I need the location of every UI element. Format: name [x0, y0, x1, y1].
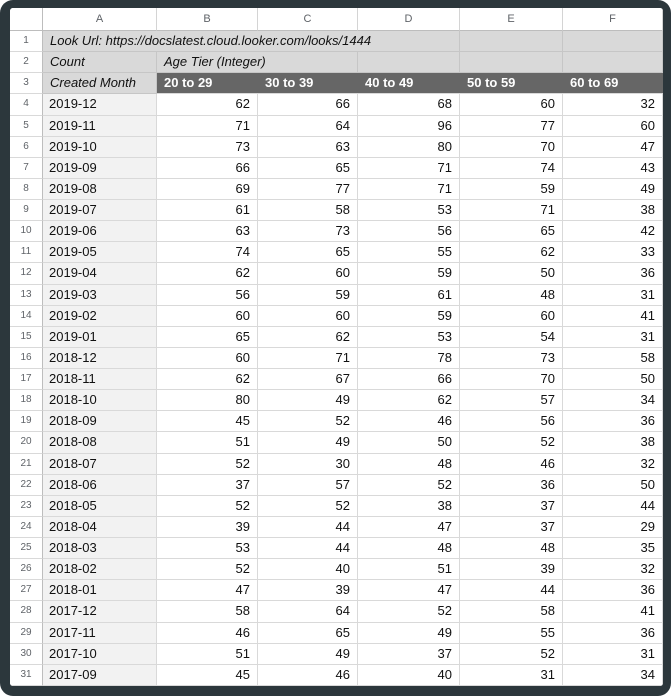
cell-B21-value[interactable]: 52: [157, 454, 258, 475]
cell-A7-month[interactable]: 2019-09: [43, 158, 157, 179]
cell-E14-value[interactable]: 60: [460, 306, 563, 327]
cell-C22-value[interactable]: 57: [258, 475, 358, 496]
row-header-25[interactable]: 25: [10, 538, 43, 559]
row-header-8[interactable]: 8: [10, 179, 43, 200]
cell-D22-value[interactable]: 52: [358, 475, 460, 496]
cell-D21-value[interactable]: 48: [358, 454, 460, 475]
cell-E6-value[interactable]: 70: [460, 137, 563, 158]
cell-F10-value[interactable]: 42: [563, 221, 663, 242]
cell-B10-value[interactable]: 63: [157, 221, 258, 242]
cell-B8-value[interactable]: 69: [157, 179, 258, 200]
cell-C25-value[interactable]: 44: [258, 538, 358, 559]
cell-F8-value[interactable]: 49: [563, 179, 663, 200]
table-row: [10, 221, 663, 242]
row-header-14[interactable]: 14: [10, 306, 43, 327]
cell-C13-value[interactable]: 59: [258, 285, 358, 306]
cell-A2-count-label[interactable]: Count: [43, 52, 157, 73]
cell-D26-value[interactable]: 51: [358, 559, 460, 580]
cell-A20-month[interactable]: 2018-08: [43, 432, 157, 453]
row-header-6[interactable]: 6: [10, 137, 43, 158]
cell-D5-value[interactable]: 96: [358, 116, 460, 137]
cell-C29-value[interactable]: 65: [258, 623, 358, 644]
row-header-31[interactable]: 31: [10, 665, 43, 686]
cell-D19-value[interactable]: 46: [358, 411, 460, 432]
cell-F31-value[interactable]: 34: [563, 665, 663, 686]
cell-E23-value[interactable]: 37: [460, 496, 563, 517]
cell-F26-value[interactable]: 32: [563, 559, 663, 580]
cell-F28-value[interactable]: 41: [563, 601, 663, 622]
cell-F18-value[interactable]: 34: [563, 390, 663, 411]
cell-E26-value[interactable]: 39: [460, 559, 563, 580]
table-row: [10, 517, 663, 538]
row-header-26[interactable]: 26: [10, 559, 43, 580]
cell-C21-value[interactable]: 30: [258, 454, 358, 475]
cell-F22-value[interactable]: 50: [563, 475, 663, 496]
cell-D3-age-tier[interactable]: 40 to 49: [358, 73, 460, 94]
cell-C8-value[interactable]: 77: [258, 179, 358, 200]
cell-B16-value[interactable]: 60: [157, 348, 258, 369]
table-row: [10, 411, 663, 432]
row-header-3[interactable]: 3: [10, 73, 43, 94]
table-row: [10, 601, 663, 622]
cell-D8-value[interactable]: 71: [358, 179, 460, 200]
cell-F4-value[interactable]: 32: [563, 94, 663, 115]
table-row: [10, 432, 663, 453]
cell-C10-value[interactable]: 73: [258, 221, 358, 242]
cell-D23-value[interactable]: 38: [358, 496, 460, 517]
row-header-2[interactable]: 2: [10, 52, 43, 73]
row-header-1[interactable]: 1: [10, 31, 43, 52]
cell-F1[interactable]: [563, 31, 663, 52]
cell-E20-value[interactable]: 52: [460, 432, 563, 453]
row-header-23[interactable]: 23: [10, 496, 43, 517]
row-header-4[interactable]: 4: [10, 94, 43, 115]
cell-E18-value[interactable]: 57: [460, 390, 563, 411]
cell-E24-value[interactable]: 37: [460, 517, 563, 538]
cell-B12-value[interactable]: 62: [157, 263, 258, 284]
table-row: [10, 559, 663, 580]
cell-B30-value[interactable]: 51: [157, 644, 258, 665]
cell-A28-month[interactable]: 2017-12: [43, 601, 157, 622]
cell-E4-value[interactable]: 60: [460, 94, 563, 115]
table-row: [10, 623, 663, 644]
cell-E13-value[interactable]: 48: [460, 285, 563, 306]
cell-D13-value[interactable]: 61: [358, 285, 460, 306]
cell-E5-value[interactable]: 77: [460, 116, 563, 137]
column-header-C[interactable]: C: [258, 8, 358, 31]
cell-C23-value[interactable]: 52: [258, 496, 358, 517]
cell-B20-value[interactable]: 51: [157, 432, 258, 453]
cell-F5-value[interactable]: 60: [563, 116, 663, 137]
row-header-12[interactable]: 12: [10, 263, 43, 284]
cell-E22-value[interactable]: 36: [460, 475, 563, 496]
row-header-22[interactable]: 22: [10, 475, 43, 496]
cell-A1-look-url[interactable]: Look Url: https://docslatest.cloud.looker.com/looks/1444: [43, 31, 460, 52]
table-row: [10, 496, 663, 517]
cell-E12-value[interactable]: 50: [460, 263, 563, 284]
cell-E21-value[interactable]: 46: [460, 454, 563, 475]
cell-D31-value[interactable]: 40: [358, 665, 460, 686]
cell-C5-value[interactable]: 64: [258, 116, 358, 137]
cell-E8-value[interactable]: 59: [460, 179, 563, 200]
cell-B4-value[interactable]: 62: [157, 94, 258, 115]
row-header-9[interactable]: 9: [10, 200, 43, 221]
measure-row: [10, 52, 663, 73]
cell-A17-month[interactable]: 2018-11: [43, 369, 157, 390]
cell-C27-value[interactable]: 39: [258, 580, 358, 601]
cell-B22-value[interactable]: 37: [157, 475, 258, 496]
cell-A19-month[interactable]: 2018-09: [43, 411, 157, 432]
row-header-24[interactable]: 24: [10, 517, 43, 538]
cell-C6-value[interactable]: 63: [258, 137, 358, 158]
select-all-corner[interactable]: [10, 8, 43, 31]
cell-A12-month[interactable]: 2019-04: [43, 263, 157, 284]
row-header-27[interactable]: 27: [10, 580, 43, 601]
cell-F16-value[interactable]: 58: [563, 348, 663, 369]
cell-B5-value[interactable]: 71: [157, 116, 258, 137]
cell-F15-value[interactable]: 31: [563, 327, 663, 348]
cell-A30-month[interactable]: 2017-10: [43, 644, 157, 665]
cell-D14-value[interactable]: 59: [358, 306, 460, 327]
cell-C26-value[interactable]: 40: [258, 559, 358, 580]
cell-C7-value[interactable]: 65: [258, 158, 358, 179]
cell-D9-value[interactable]: 53: [358, 200, 460, 221]
cell-C24-value[interactable]: 44: [258, 517, 358, 538]
cell-F9-value[interactable]: 38: [563, 200, 663, 221]
cell-E30-value[interactable]: 52: [460, 644, 563, 665]
row-header-20[interactable]: 20: [10, 432, 43, 453]
cell-A6-month[interactable]: 2019-10: [43, 137, 157, 158]
cell-B13-value[interactable]: 56: [157, 285, 258, 306]
cell-F27-value[interactable]: 36: [563, 580, 663, 601]
cell-F13-value[interactable]: 31: [563, 285, 663, 306]
cell-E3-age-tier[interactable]: 50 to 59: [460, 73, 563, 94]
cell-E25-value[interactable]: 48: [460, 538, 563, 559]
cell-A3-created-month[interactable]: Created Month: [43, 73, 157, 94]
spreadsheet-grid: [10, 8, 663, 686]
cell-B25-value[interactable]: 53: [157, 538, 258, 559]
cell-A11-month[interactable]: 2019-05: [43, 242, 157, 263]
row-header-15[interactable]: 15: [10, 327, 43, 348]
cell-F30-value[interactable]: 31: [563, 644, 663, 665]
cell-D2[interactable]: [358, 52, 460, 73]
cell-D16-value[interactable]: 78: [358, 348, 460, 369]
cell-D18-value[interactable]: 62: [358, 390, 460, 411]
cell-F29-value[interactable]: 36: [563, 623, 663, 644]
cell-A31-month[interactable]: 2017-09: [43, 665, 157, 686]
cell-D10-value[interactable]: 56: [358, 221, 460, 242]
cell-E9-value[interactable]: 71: [460, 200, 563, 221]
row-header-19[interactable]: 19: [10, 411, 43, 432]
table-row: [10, 580, 663, 601]
cell-B18-value[interactable]: 80: [157, 390, 258, 411]
cell-F21-value[interactable]: 32: [563, 454, 663, 475]
table-row: [10, 369, 663, 390]
cell-A24-month[interactable]: 2018-04: [43, 517, 157, 538]
table-row: [10, 200, 663, 221]
table-row: [10, 538, 663, 559]
cell-B24-value[interactable]: 39: [157, 517, 258, 538]
cell-B2-pivot-label[interactable]: Age Tier (Integer): [157, 52, 358, 73]
table-row: [10, 475, 663, 496]
cell-C19-value[interactable]: 52: [258, 411, 358, 432]
cell-A9-month[interactable]: 2019-07: [43, 200, 157, 221]
cell-E10-value[interactable]: 65: [460, 221, 563, 242]
cell-E17-value[interactable]: 70: [460, 369, 563, 390]
cell-E19-value[interactable]: 56: [460, 411, 563, 432]
column-header-F[interactable]: F: [563, 8, 663, 31]
cell-E16-value[interactable]: 73: [460, 348, 563, 369]
column-header-D[interactable]: D: [358, 8, 460, 31]
table-row: [10, 454, 663, 475]
row-header-11[interactable]: 11: [10, 242, 43, 263]
cell-D28-value[interactable]: 52: [358, 601, 460, 622]
cell-D12-value[interactable]: 59: [358, 263, 460, 284]
cell-A21-month[interactable]: 2018-07: [43, 454, 157, 475]
table-row: [10, 390, 663, 411]
cell-A15-month[interactable]: 2019-01: [43, 327, 157, 348]
table-row: [10, 242, 663, 263]
cell-A22-month[interactable]: 2018-06: [43, 475, 157, 496]
cell-B19-value[interactable]: 45: [157, 411, 258, 432]
cell-F25-value[interactable]: 35: [563, 538, 663, 559]
cell-B15-value[interactable]: 65: [157, 327, 258, 348]
cell-E27-value[interactable]: 44: [460, 580, 563, 601]
cell-F12-value[interactable]: 36: [563, 263, 663, 284]
cell-C17-value[interactable]: 67: [258, 369, 358, 390]
cell-C20-value[interactable]: 49: [258, 432, 358, 453]
cell-C9-value[interactable]: 58: [258, 200, 358, 221]
cell-B3-age-tier[interactable]: 20 to 29: [157, 73, 258, 94]
row-header-28[interactable]: 28: [10, 601, 43, 622]
cell-E31-value[interactable]: 31: [460, 665, 563, 686]
cell-C14-value[interactable]: 60: [258, 306, 358, 327]
cell-B26-value[interactable]: 52: [157, 559, 258, 580]
cell-F7-value[interactable]: 43: [563, 158, 663, 179]
table-row: [10, 263, 663, 284]
table-row: [10, 644, 663, 665]
cell-D25-value[interactable]: 48: [358, 538, 460, 559]
row-header-29[interactable]: 29: [10, 623, 43, 644]
cell-A14-month[interactable]: 2019-02: [43, 306, 157, 327]
cell-C18-value[interactable]: 49: [258, 390, 358, 411]
cell-E28-value[interactable]: 58: [460, 601, 563, 622]
cell-D11-value[interactable]: 55: [358, 242, 460, 263]
cell-A10-month[interactable]: 2019-06: [43, 221, 157, 242]
cell-E7-value[interactable]: 74: [460, 158, 563, 179]
cell-F3-age-tier[interactable]: 60 to 69: [563, 73, 663, 94]
cell-A8-month[interactable]: 2019-08: [43, 179, 157, 200]
cell-D30-value[interactable]: 37: [358, 644, 460, 665]
table-row: [10, 285, 663, 306]
cell-A5-month[interactable]: 2019-11: [43, 116, 157, 137]
row-header-21[interactable]: 21: [10, 454, 43, 475]
table-row: [10, 94, 663, 115]
cell-B31-value[interactable]: 45: [157, 665, 258, 686]
table-row: [10, 348, 663, 369]
cell-E11-value[interactable]: 62: [460, 242, 563, 263]
table-row: [10, 179, 663, 200]
cell-F6-value[interactable]: 47: [563, 137, 663, 158]
cell-F20-value[interactable]: 38: [563, 432, 663, 453]
cell-C30-value[interactable]: 49: [258, 644, 358, 665]
cell-A4-month[interactable]: 2019-12: [43, 94, 157, 115]
cell-C31-value[interactable]: 46: [258, 665, 358, 686]
cell-F2[interactable]: [563, 52, 663, 73]
table-row: [10, 116, 663, 137]
cell-B7-value[interactable]: 66: [157, 158, 258, 179]
cell-D15-value[interactable]: 53: [358, 327, 460, 348]
cell-A29-month[interactable]: 2017-11: [43, 623, 157, 644]
cell-B27-value[interactable]: 47: [157, 580, 258, 601]
cell-D29-value[interactable]: 49: [358, 623, 460, 644]
cell-C11-value[interactable]: 65: [258, 242, 358, 263]
column-header-row: [10, 8, 663, 31]
cell-E15-value[interactable]: 54: [460, 327, 563, 348]
cell-E2[interactable]: [460, 52, 563, 73]
column-header-A[interactable]: A: [43, 8, 157, 31]
pivot-header-row: [10, 73, 663, 94]
cell-F19-value[interactable]: 36: [563, 411, 663, 432]
cell-F14-value[interactable]: 41: [563, 306, 663, 327]
row-header-17[interactable]: 17: [10, 369, 43, 390]
cell-D27-value[interactable]: 47: [358, 580, 460, 601]
table-row: [10, 137, 663, 158]
cell-A23-month[interactable]: 2018-05: [43, 496, 157, 517]
cell-B29-value[interactable]: 46: [157, 623, 258, 644]
cell-C28-value[interactable]: 64: [258, 601, 358, 622]
cell-B6-value[interactable]: 73: [157, 137, 258, 158]
cell-A18-month[interactable]: 2018-10: [43, 390, 157, 411]
cell-F17-value[interactable]: 50: [563, 369, 663, 390]
cell-B11-value[interactable]: 74: [157, 242, 258, 263]
cell-F23-value[interactable]: 44: [563, 496, 663, 517]
cell-E1[interactable]: [460, 31, 563, 52]
cell-C12-value[interactable]: 60: [258, 263, 358, 284]
cell-D17-value[interactable]: 66: [358, 369, 460, 390]
row-header-30[interactable]: 30: [10, 644, 43, 665]
look-url-row: [10, 31, 663, 52]
cell-B23-value[interactable]: 52: [157, 496, 258, 517]
cell-A16-month[interactable]: 2018-12: [43, 348, 157, 369]
cell-C16-value[interactable]: 71: [258, 348, 358, 369]
cell-F24-value[interactable]: 29: [563, 517, 663, 538]
row-header-5[interactable]: 5: [10, 116, 43, 137]
row-header-13[interactable]: 13: [10, 285, 43, 306]
cell-D7-value[interactable]: 71: [358, 158, 460, 179]
table-row: [10, 158, 663, 179]
column-header-B[interactable]: B: [157, 8, 258, 31]
table-row: [10, 306, 663, 327]
cell-E29-value[interactable]: 55: [460, 623, 563, 644]
table-row: [10, 327, 663, 348]
cell-D6-value[interactable]: 80: [358, 137, 460, 158]
cell-D4-value[interactable]: 68: [358, 94, 460, 115]
cell-B9-value[interactable]: 61: [157, 200, 258, 221]
cell-C3-age-tier[interactable]: 30 to 39: [258, 73, 358, 94]
cell-C4-value[interactable]: 66: [258, 94, 358, 115]
row-header-16[interactable]: 16: [10, 348, 43, 369]
cell-A13-month[interactable]: 2019-03: [43, 285, 157, 306]
cell-B28-value[interactable]: 58: [157, 601, 258, 622]
cell-A25-month[interactable]: 2018-03: [43, 538, 157, 559]
cell-F11-value[interactable]: 33: [563, 242, 663, 263]
cell-A26-month[interactable]: 2018-02: [43, 559, 157, 580]
cell-C15-value[interactable]: 62: [258, 327, 358, 348]
row-header-18[interactable]: 18: [10, 390, 43, 411]
column-header-E[interactable]: E: [460, 8, 563, 31]
row-header-10[interactable]: 10: [10, 221, 43, 242]
cell-B17-value[interactable]: 62: [157, 369, 258, 390]
table-row: [10, 665, 663, 686]
cell-D24-value[interactable]: 47: [358, 517, 460, 538]
cell-D20-value[interactable]: 50: [358, 432, 460, 453]
cell-A27-month[interactable]: 2018-01: [43, 580, 157, 601]
cell-B14-value[interactable]: 60: [157, 306, 258, 327]
row-header-7[interactable]: 7: [10, 158, 43, 179]
